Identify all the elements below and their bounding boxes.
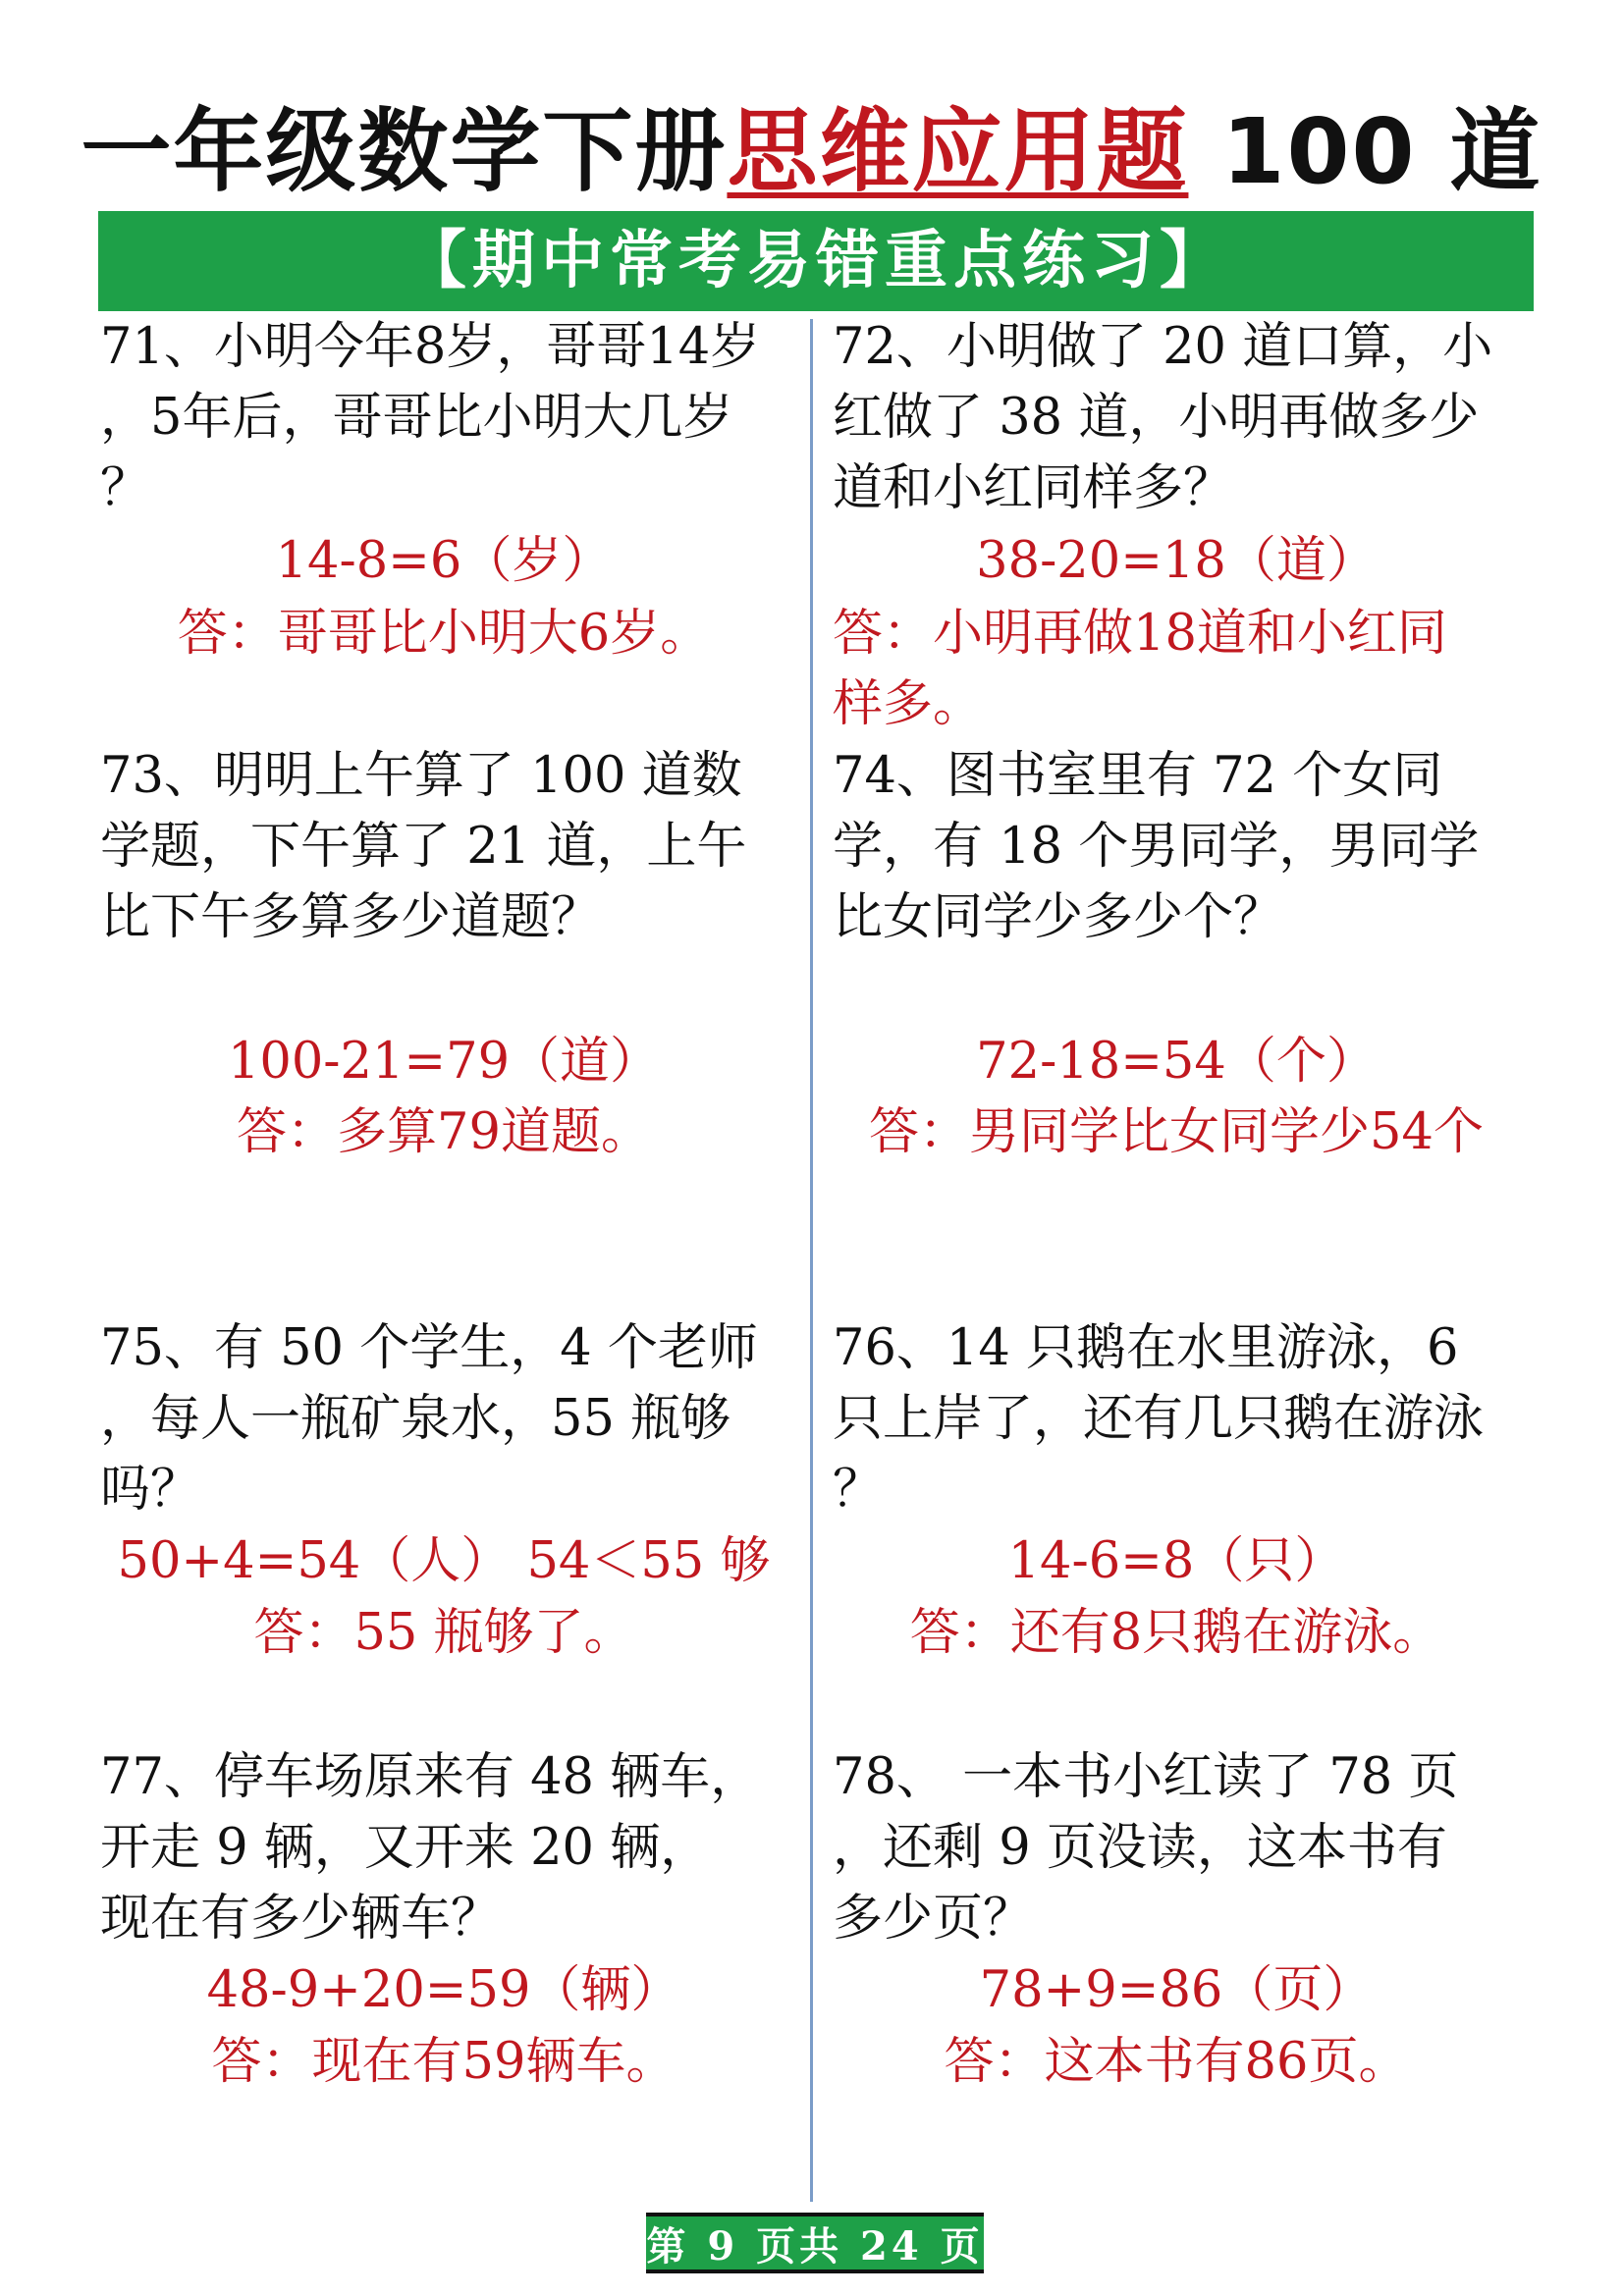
question-line: 比女同学少多少个？ <box>833 888 1284 946</box>
title-prefix: 一年级数学下册 <box>81 99 728 204</box>
question-line: 比下午多算多少道题？ <box>100 888 602 946</box>
question-line: ？ <box>100 459 151 517</box>
answer-line: 答：还有8只鹅在游泳。 <box>909 1604 1443 1662</box>
question-line: 多少页？ <box>833 1890 1034 1948</box>
subtitle-banner: 【期中常考易错重点练习】 <box>98 211 1534 311</box>
title-suffix: 100 道 <box>1188 99 1542 204</box>
equation: 72-18=54（个） <box>976 1033 1377 1091</box>
answer-line: 答：小明再做18道和小红同 <box>833 605 1447 663</box>
equation: 78+9=86（页） <box>979 1961 1374 2019</box>
title-highlight: 思维应用题 <box>727 99 1189 204</box>
question-line: 78、 一本书小红读了 78 页 <box>833 1748 1459 1806</box>
page-number-footer: 第 9 页共 24 页 <box>646 2213 984 2273</box>
equation: 38-20=18（道） <box>976 532 1377 590</box>
question-line: ，5年后，哥哥比小明大几岁 <box>100 389 733 447</box>
question-line: ？ <box>833 1461 884 1519</box>
question-line: 73、明明上午算了 100 道数 <box>100 747 742 805</box>
question-line: 76、14 只鹅在水里游泳，6 <box>833 1319 1459 1377</box>
answer-line: 答：这本书有86页。 <box>944 2033 1409 2091</box>
question-line: 学题，下午算了 21 道，上午 <box>100 818 747 876</box>
question-line: 75、有 50 个学生，4 个老师 <box>100 1319 758 1377</box>
answer-line: 答：哥哥比小明大6岁。 <box>177 605 711 663</box>
question-line: 只上岸了，还有几只鹅在游泳 <box>833 1390 1485 1448</box>
answer-line: 答：多算79道题。 <box>237 1103 651 1161</box>
question-line: ，还剩 9 页没读，这本书有 <box>833 1819 1447 1877</box>
question-line: 开走 9 辆，又开来 20 辆， <box>100 1819 711 1877</box>
equation: 14-6=8（只） <box>1007 1532 1345 1590</box>
question-line: 77、停车场原来有 48 辆车， <box>100 1748 761 1806</box>
equation: 48-9+20=59（辆） <box>206 1961 681 2019</box>
equation: 50+4=54（人） 54＜55 够 <box>117 1532 771 1590</box>
answer-line: 答：男同学比女同学少54个 <box>869 1103 1484 1161</box>
question-line: 74、图书室里有 72 个女同 <box>833 747 1443 805</box>
answer-line: 答：现在有59辆车。 <box>211 2033 676 2091</box>
column-divider <box>810 319 813 2202</box>
question-line: 现在有多少辆车？ <box>100 1890 502 1948</box>
answer-line: 答：55 瓶够了。 <box>253 1604 634 1662</box>
question-line: 72、小明做了 20 道口算，小 <box>833 318 1493 376</box>
question-line: ，每人一瓶矿泉水，55 瓶够 <box>100 1390 731 1448</box>
question-line: 71、小明今年8岁，哥哥14岁 <box>100 318 761 376</box>
question-line: 红做了 38 道，小明再做多少 <box>833 389 1480 447</box>
page-title <box>0 93 1623 211</box>
question-line: 道和小红同样多？ <box>833 459 1234 517</box>
question-line: 吗？ <box>100 1461 201 1519</box>
answer-line: 样多。 <box>833 675 984 733</box>
equation: 100-21=79（道） <box>227 1033 661 1091</box>
question-line: 学，有 18 个男同学，男同学 <box>833 818 1480 876</box>
equation: 14-8=6（岁） <box>275 532 613 590</box>
